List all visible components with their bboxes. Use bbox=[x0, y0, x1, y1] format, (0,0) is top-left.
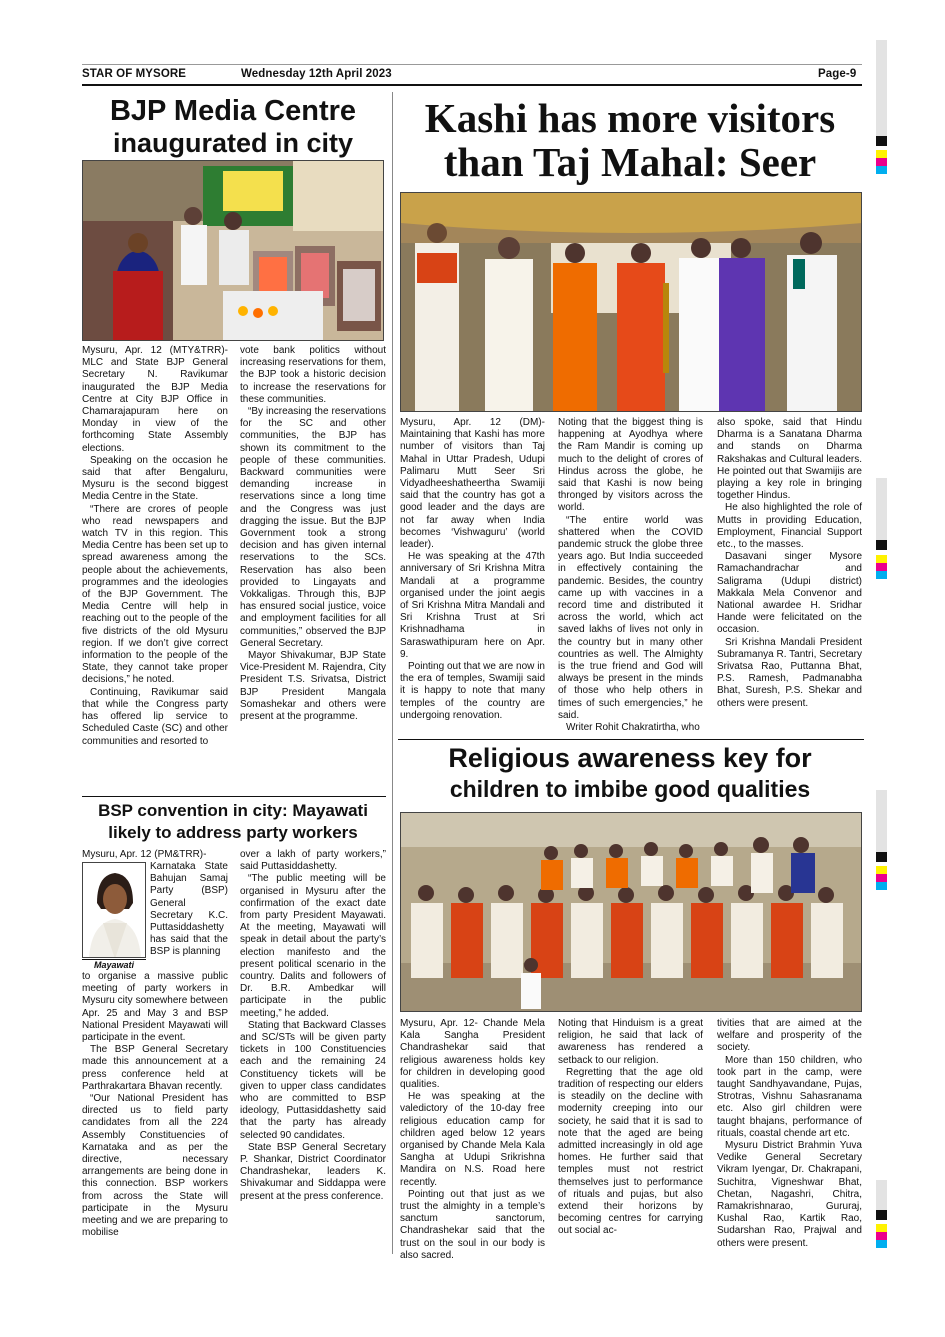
article4-col2-para: Regretting that the age old tradition of respecting our elders is steadily on the decline with modernity creeping into our society, he said that it is sad to note that the aged are being admitted increasingly in old age homes. He further said that temples must not restrict themselves just to performance of rituals and pujas, but also extend their horizons by becoming centres for carrying out social ac- bbox=[558, 1066, 703, 1237]
printer-strip-gray bbox=[876, 478, 887, 540]
printer-mark-black bbox=[876, 136, 887, 146]
article4-column2 bbox=[558, 1018, 703, 1238]
kashi-event-photo bbox=[400, 192, 862, 412]
article2-column1 bbox=[400, 417, 545, 722]
article3-headline-line2: likely to address party workers bbox=[108, 823, 358, 842]
article2-column2 bbox=[558, 417, 703, 734]
article2-col1-para: Pointing out that we are now in the era of temples, Swamiji said it is happy to note that many temples of the country are undergoing renovation. bbox=[400, 661, 545, 721]
printer-strip-gray bbox=[876, 40, 887, 136]
article4-col1-para: He was speaking at the valedictory of the 10-day free religious education camp for children aged below 12 years organised by Chande Mela Kala Sangha at Udupi Srikrishna Mandira on N.S. Road here recently. bbox=[400, 1091, 545, 1188]
article4-headline-line1: Religious awareness key for bbox=[448, 743, 812, 773]
article1-col2-para: Mayor Shivakumar, BJP State Vice-President M. Rajendra, City President T.S. Srivatsa, District BJP President Mangala Somashekar and others were present at the programme. bbox=[240, 650, 386, 723]
masthead: STAR OF MYSORE bbox=[82, 68, 187, 80]
article4-headline-line2: children to imbibe good qualities bbox=[449, 776, 811, 802]
article3-col1-para: “Our National President has directed us to field party candidates from all the 224 Assembly Constituencies of Karnataka and as per the directive, necessary arrangements are being done in this connection. BSP workers from across the State will participate in the Mysuru meeting and we are preparing to mobilise bbox=[82, 1093, 228, 1239]
article1-col2-para: vote bank politics without increasing reservations for them, the BJP took a historic decision to increase the reservations for these communities. bbox=[240, 345, 386, 405]
article2-headline-line1: Kashi has more visitors bbox=[424, 95, 836, 141]
printer-mark-yellow bbox=[876, 866, 887, 874]
article4-col2-para: Noting that Hinduism is a great religion, he said that lack of awareness has rendered a setback to our religion. bbox=[558, 1018, 703, 1066]
article1-col1-para: “There are crores of people who read newspapers and watch TV in this region. This Media Centre has been set up to spread awareness among the people about the achievements, programmes and the ideologies of the BJP Government. The Media Centre will help in reaching out to the people of the five districts of the old Mysuru region. If we don’t give correct information to the people of the State, they cannot take proper decisions,” he noted. bbox=[82, 503, 228, 686]
article4-column3 bbox=[717, 1018, 862, 1250]
page-number: Page-9 bbox=[818, 68, 857, 80]
article3-headline-line1: BSP convention in city: Mayawati bbox=[98, 801, 368, 820]
camp-photo-illustration bbox=[401, 813, 862, 1012]
article1-column2 bbox=[240, 345, 386, 723]
kashi-photo-illustration bbox=[401, 193, 862, 412]
printer-mark-black bbox=[876, 1210, 887, 1220]
article3-col2-para: “The public meeting will be organised in Mysuru after the confirmation of the exact date from party President Mayawati. At the meeting, Mayawati will speak in detail about the party’s election manifesto and the present political scenario in the country. Dalits and followers of Dr. B.R. Ambedkar will participate in the public meeting,” he added. bbox=[240, 873, 386, 1019]
printer-mark-cyan bbox=[876, 166, 887, 174]
article2-col2-para: Noting that the biggest thing is happening at Ayodhya where the Ram Mandir is coming up much to the delight of crores of Hindus across the globe, he said that Kashi is now being thronged by visitors across the world. bbox=[558, 417, 703, 514]
article3-top-rule bbox=[82, 796, 386, 797]
article1-col1-para: Continuing, Ravikumar said that while the Congress party has offered lip service to Scheduled Caste (SC) and other communities and resorted to bbox=[82, 686, 228, 747]
header-rule bbox=[82, 84, 862, 86]
issue-date: Wednesday 12th April 2023 bbox=[241, 68, 392, 80]
article2-col3-para: Dasavani singer Mysore Ramachandrachar and Saligrama (Udupi district) Makkala Mela Convenor and National awardee H. Sridhar Hande were felicitated on the occasion. bbox=[717, 551, 862, 636]
article3-col1-para: The BSP General Secretary made this announcement at a press conference held at Parthrakartara Bhavan recently. bbox=[82, 1044, 228, 1092]
article3-wrapped-text: Karnataka State Bahujan Samaj Party (BSP) General Secretary K.C. Puttasiddashetty has said that the BSP is planning bbox=[150, 861, 228, 958]
header-rule-top bbox=[82, 64, 862, 65]
article4-col1-para: Mysuru, Apr. 12- Chande Mela Kala Sangha President Chandrashekar said that religious awareness holds key for children in developing good qualities. bbox=[400, 1018, 545, 1091]
article4-top-rule bbox=[398, 739, 864, 740]
printer-mark-yellow bbox=[876, 555, 887, 563]
article2-col3-para: also spoke, said that Hindu Dharma is a Sanatana Dharma and stands on Dharma Rakshakas and Cultural leaders. He pointed out that Swamijis are playing a key role in bringing together Hindus. bbox=[717, 417, 862, 502]
religious-camp-photo bbox=[400, 812, 862, 1012]
mayawati-photo-caption: Mayawati bbox=[82, 959, 146, 970]
article2-col1-para: Mysuru, Apr. 12 (DM)- Maintaining that Kashi has more number of visitors than Taj Mahal in Uttar Pradesh, Udupi Palimaru Mutt Seer Sri Vidyadheeshatheertha Swamiji said that the country has got a good leader and the days are not far away when India becomes ‘Vishwaguru’ (world leader). bbox=[400, 417, 545, 551]
article3-col2-para: over a lakh of party workers,” said Puttasiddashetty. bbox=[240, 849, 386, 873]
article1-column1 bbox=[82, 345, 228, 748]
printer-mark-cyan bbox=[876, 1240, 887, 1248]
article1-headline-line1: BJP Media Centre bbox=[109, 95, 357, 127]
article3-intro: Mysuru, Apr. 12 (PM&TRR)- bbox=[82, 849, 207, 860]
printer-mark-cyan bbox=[876, 882, 887, 890]
article4-col3-para: Mysuru District Brahmin Yuva Vedike General Secretary Vikram Iyengar, Dr. Chakrapani, Suchitra, Vigneshwar Bhat, Chetan, Nagashri, Chitra, Ramakrishnarao, Gururaj, Kushal Rao, Kartik Rao, Sudarshan Rao, Prajwal and others were present. bbox=[717, 1140, 862, 1249]
bjp-media-centre-photo bbox=[82, 160, 384, 341]
printer-mark-black bbox=[876, 852, 887, 862]
column-separator bbox=[392, 92, 393, 1254]
article2-col2-para: “The entire world was shattered when the COVID pandemic struck the globe three years ago. But India succeeded in effectively containing the pandemic. Besides, the country came up with vaccines in a record time and distributed it across the world, which act saved lakhs of lives not only in the country but in many other countries as well. The Almighty is the true friend and God will always be present in the minds of those who help others in times of such emergencies,” he said. bbox=[558, 514, 703, 721]
article1-col2-para: “By increasing the reservations for the SC and other communities, the BJP has shown its commitment to the people of these communities. Backward communities were demanding increase in reservations since a long time and the Congress was just dragging the issue. But the BJP Government took a strong decision and has given internal reservations to the SCs. Reservation has also been provided to Lingayats and Vokkaligas. Through this, BJP has ensured social justice, voice and employment facilities for all communities,” observed the BJP General Secretary. bbox=[240, 406, 386, 649]
mayawati-photo bbox=[82, 862, 146, 958]
article3-column2 bbox=[240, 849, 386, 1203]
article1-headline-line2: inaugurated in city bbox=[112, 128, 354, 158]
printer-mark-yellow bbox=[876, 150, 887, 158]
article4-col3-para: tivities that are aimed at the welfare and prosperity of the society. bbox=[717, 1018, 862, 1054]
article1-col1-para: Speaking on the occasion he said that after Bengaluru, Mysuru is the second biggest Media Centre in the State. bbox=[82, 454, 228, 503]
printer-mark-magenta bbox=[876, 1232, 887, 1240]
article3-col2-para: State BSP General Secretary P. Shankar, District Coordinator Chandrashekar, leaders K. Shivakumar and Siddappa were present at the press conference. bbox=[240, 1141, 386, 1202]
article2-col2-para: Writer Rohit Chakratirtha, who bbox=[566, 722, 700, 734]
article2-col1-para: He was speaking at the 47th anniversary of Sri Krishna Mitra Mandali at a programme organised under the joint aegis of Sri Krishna Mitra Mandali and Sri Krishna Trust at Sri Krishnadhama in Saraswathipuram here on Apr. 9. bbox=[400, 551, 545, 660]
article3-col1-para: to organise a massive public meeting of party workers in Mysuru city somewhere between Apr. 25 and May 3 and BSP National President Mayawati will participate in the event. bbox=[82, 971, 228, 1044]
article1-col1-para: Mysuru, Apr. 12 (MTY&TRR)- MLC and State BJP General Secretary N. Ravikumar inaugurated the BJP Media Centre at City BJP Office in Chamarajapuram here on Monday in view of the forthcoming State Assembly elections. bbox=[82, 345, 228, 454]
printer-mark-magenta bbox=[876, 874, 887, 882]
bjp-photo-illustration bbox=[83, 161, 384, 341]
article4-col3-para: More than 150 children, who took part in the camp, were taught Sandhyavandane, Pujas, Strotras, Vishnu Sahasranama etc. Also girl children were taught bhajans, performance of rituals, coastal chende art etc. bbox=[717, 1054, 862, 1139]
printer-mark-magenta bbox=[876, 563, 887, 571]
printer-mark-black bbox=[876, 540, 887, 550]
printer-mark-cyan bbox=[876, 571, 887, 579]
printer-strip-gray bbox=[876, 790, 887, 852]
article3-col2-para: Stating that Backward Classes and SC/STs will be given party tickets in 100 Constituencies each and the remaining 24 Constituency tickets will be given to upper class candidates who are committed to BSP ideology, Puttasiddashetty said that the party has already selected 90 candidates. bbox=[240, 1019, 386, 1141]
article4-column1 bbox=[400, 1018, 545, 1262]
printer-mark-yellow bbox=[876, 1224, 887, 1232]
printer-mark-magenta bbox=[876, 158, 887, 166]
article2-col3-para: He also highlighted the role of Mutts in providing Education, Employment, Financial Support etc., to the masses. bbox=[717, 502, 862, 551]
article3-column1 bbox=[82, 971, 228, 1239]
printer-strip-gray bbox=[876, 1180, 887, 1210]
mayawati-photo-illustration bbox=[83, 863, 146, 958]
article2-col3-para: Sri Krishna Mandali President Subramanya R. Tantri, Secretary Srivatsa Rao, Puttanna Bhat, P.S. Ramesh, Padmanabha Bhat, Suresh, P.S. Shekar and others were present. bbox=[717, 636, 862, 709]
article2-headline-line2: than Taj Mahal: Seer bbox=[443, 139, 817, 185]
article2-column3 bbox=[717, 417, 862, 710]
article4-col1-para: Pointing out that just as we trust the almighty in a temple’s sanctum sanctorum, Chandrashekar said that the trust on the soul in our body is also sacred. bbox=[400, 1188, 545, 1261]
